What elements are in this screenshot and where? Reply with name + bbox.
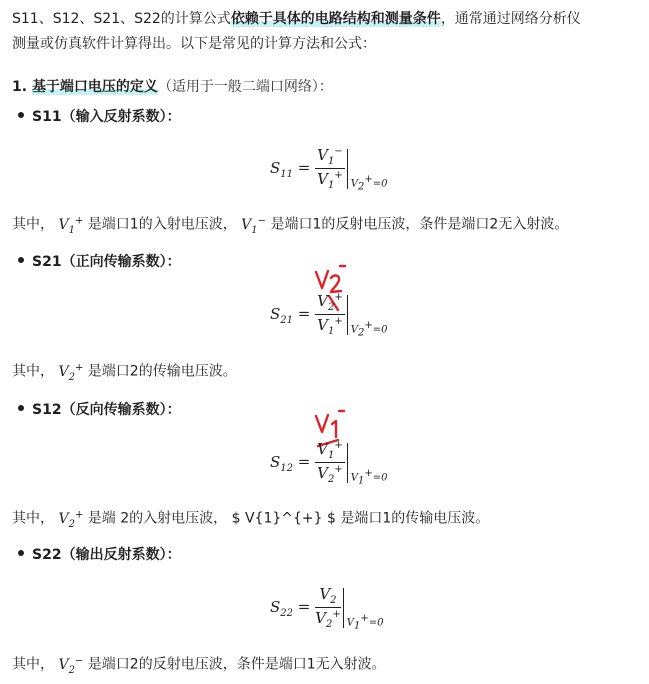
intro-text-tail: ，通常通过网络分析仪 — [440, 11, 581, 27]
explain-part: 是端口1的反射电压波，条件是端口2无入射波。 — [270, 216, 569, 233]
explain-s11 — [12, 210, 568, 241]
explain-prefix: 其中， — [12, 510, 54, 527]
formula-lhs: $S_{12}$ — [270, 452, 294, 474]
bullet-s12 — [18, 399, 181, 421]
section-heading — [12, 76, 333, 98]
explain-prefix: 其中， — [12, 216, 54, 233]
formula-fraction — [315, 440, 345, 485]
explain-part: 是端口2的传输电压波。 — [87, 363, 237, 380]
bullet-label: S22（输出反射系数）： — [32, 547, 181, 563]
math-v2-plus: $V_2^+$ — [58, 509, 84, 530]
intro-line-1 — [12, 8, 581, 30]
formula-s11: $S_{11}$ = $\frac{V_1^-}{V_1^+}$ $V_2^+=0$ — [270, 146, 388, 193]
formula-fraction — [315, 146, 345, 191]
fraction-denominator: $V_1^+$ — [317, 170, 343, 191]
formula-lhs: $S_{21}$ — [270, 304, 294, 326]
math-v1-plus: $V_1^+$ — [58, 215, 84, 236]
explain-part: 是端口1的入射电压波， — [87, 216, 237, 233]
section-number: 1. — [12, 79, 32, 95]
fraction-numerator: $V_1^+$ — [317, 440, 343, 461]
intro-line-2: 测量或仿真软件计算得出。以下是常见的计算方法和公式： — [12, 36, 376, 52]
bullet-dot-icon — [18, 405, 24, 411]
formula-condition: $V_2^+=0$ — [350, 174, 388, 193]
bullet-label: S12（反向传输系数）： — [32, 402, 181, 418]
fraction-denominator: $V_2^+$ — [317, 464, 343, 485]
formula-s22: $S_{22}$ = $\frac{V_2}{V_2^+}$ $V_1^+=0$ — [270, 585, 384, 632]
formula-condition: $V_1^+=0$ — [350, 468, 388, 487]
formula-lhs: $S_{22}$ — [270, 597, 294, 619]
bullet-s11 — [18, 106, 181, 128]
evaluation-bar — [347, 295, 388, 339]
explain-part: $ V{1}^{+} $ 是端口1的传输电压波。 — [231, 510, 490, 527]
section-note: （适用于一般二端口网络）： — [157, 79, 333, 95]
formula-fraction — [315, 585, 341, 630]
formula-s21: $S_{21}$ = $\frac{V_2^+}{V_1^+}$ $V_2^+=0$ — [270, 292, 388, 339]
formula-condition: $V_1^+=0$ — [346, 613, 384, 632]
explain-part: 是端口2的反射电压波，条件是端口1无入射波。 — [87, 656, 386, 673]
explain-s21 — [12, 357, 237, 388]
formula-condition: $V_2^+=0$ — [350, 320, 388, 339]
bullet-s21 — [18, 251, 181, 273]
bullet-s22 — [18, 544, 181, 566]
formula-fraction — [315, 292, 345, 337]
formula-s12: $S_{12}$ = $\frac{V_1^+}{V_2^+}$ $V_1^+=0$ — [270, 440, 388, 487]
formula-lhs: $S_{11}$ — [270, 158, 294, 180]
evaluation-bar — [343, 588, 384, 632]
evaluation-bar — [347, 149, 388, 193]
math-v2-minus: $V_2^-$ — [58, 655, 84, 676]
explain-prefix: 其中， — [12, 363, 54, 380]
fraction-numerator: $V_2$ — [315, 585, 341, 608]
bullet-label: S21（正向传输系数）： — [32, 254, 181, 270]
bullet-label: S11（输入反射系数）： — [32, 109, 181, 125]
intro-text: S11、S12、S21、S22的计算公式 — [12, 11, 231, 27]
bullet-dot-icon — [18, 550, 24, 556]
intro-highlight: 依赖于具体的电路结构和测量条件 — [230, 11, 441, 27]
fraction-numerator: $V_1^-$ — [317, 146, 343, 167]
fraction-denominator: $V_1^+$ — [317, 316, 343, 337]
evaluation-bar — [347, 443, 388, 487]
math-v1-minus: $V_1^-$ — [241, 215, 267, 236]
explain-s12 — [12, 504, 489, 535]
bullet-dot-icon — [18, 112, 24, 118]
explain-s22 — [12, 650, 386, 681]
explain-part: 是端 2的入射电压波， — [87, 510, 228, 527]
fraction-numerator: $V_2^+$ — [317, 292, 343, 313]
fraction-denominator: $V_2^+$ — [315, 609, 341, 630]
math-v2-plus: $V_2^+$ — [58, 362, 84, 383]
section-title: 基于端口电压的定义 — [31, 79, 158, 95]
bullet-dot-icon — [18, 257, 24, 263]
explain-prefix: 其中， — [12, 656, 54, 673]
